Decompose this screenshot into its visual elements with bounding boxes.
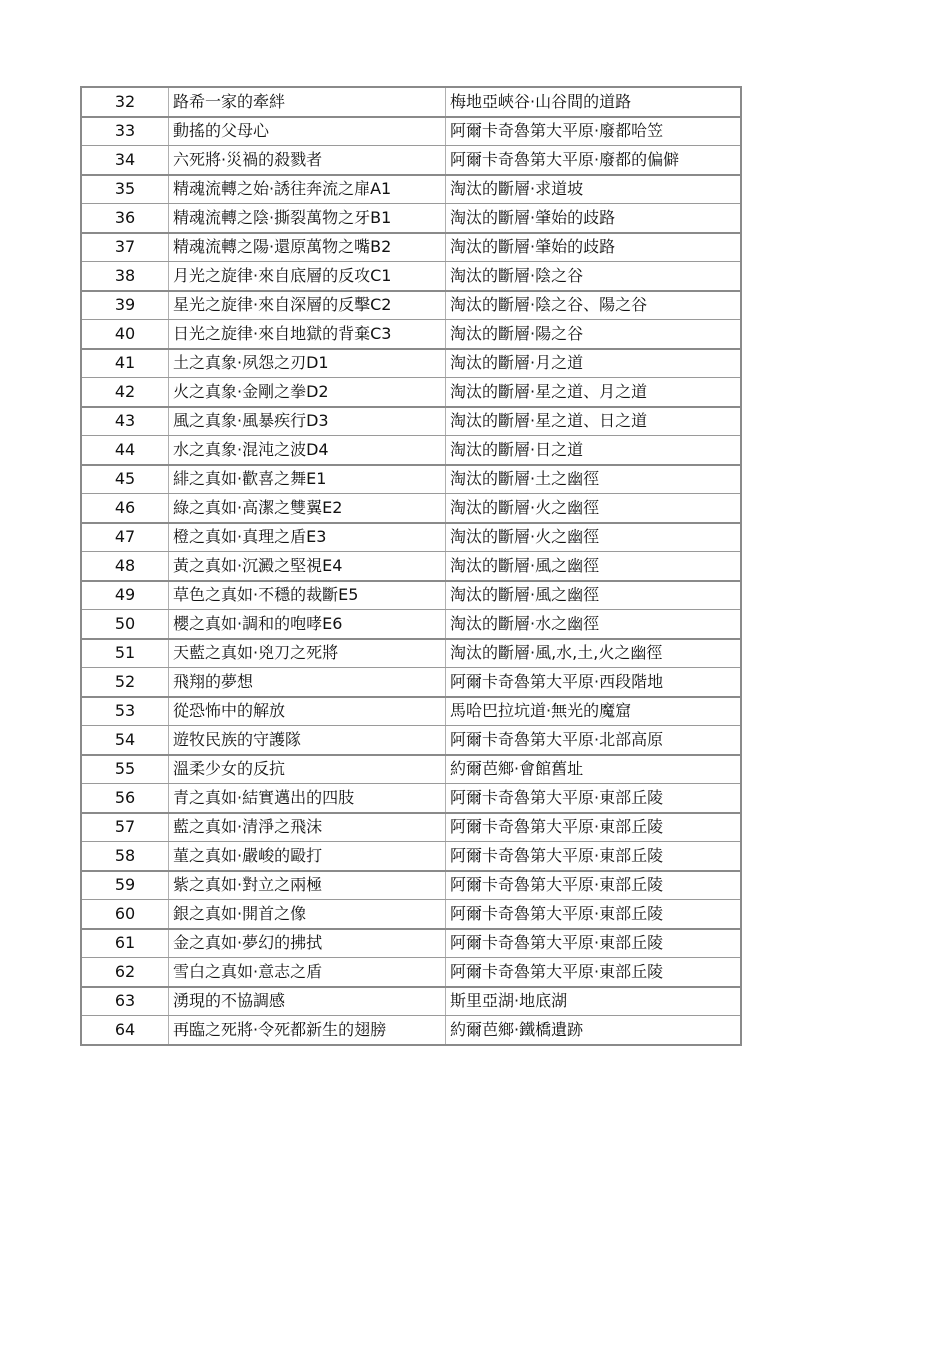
table-row xyxy=(81,958,741,987)
quest-location: 淘汰的斷層·日之道 xyxy=(446,436,742,465)
quest-location: 阿爾卡奇魯第大平原·東部丘陵 xyxy=(446,929,742,958)
table-row xyxy=(81,813,741,842)
row-number: 42 xyxy=(81,378,169,407)
row-number: 59 xyxy=(81,871,169,900)
quest-name: 櫻之真如·調和的咆哮E6 xyxy=(169,610,446,639)
quest-location: 約爾芭鄉·會館舊址 xyxy=(446,755,742,784)
quest-location: 淘汰的斷層·風之幽徑 xyxy=(446,552,742,581)
table-row xyxy=(81,726,741,755)
quest-location: 阿爾卡奇魯第大平原·東部丘陵 xyxy=(446,813,742,842)
row-number: 51 xyxy=(81,639,169,668)
table-row xyxy=(81,1016,741,1045)
table-row xyxy=(81,523,741,552)
quest-location: 淘汰的斷層·火之幽徑 xyxy=(446,494,742,523)
quest-location: 淘汰的斷層·求道坡 xyxy=(446,175,742,204)
row-number: 39 xyxy=(81,291,169,320)
table-row xyxy=(81,320,741,349)
table-row xyxy=(81,407,741,436)
quest-table-body xyxy=(81,87,741,1045)
row-number: 46 xyxy=(81,494,169,523)
table-row xyxy=(81,610,741,639)
quest-name: 星光之旋律·來自深層的反擊C2 xyxy=(169,291,446,320)
quest-location: 淘汰的斷層·陰之谷、陽之谷 xyxy=(446,291,742,320)
table-row xyxy=(81,349,741,378)
quest-name: 再臨之死將·令死都新生的翅膀 xyxy=(169,1016,446,1045)
quest-name: 紫之真如·對立之兩極 xyxy=(169,871,446,900)
table-row xyxy=(81,900,741,929)
quest-name: 六死將·災禍的殺戮者 xyxy=(169,146,446,175)
quest-name: 藍之真如·清淨之飛沫 xyxy=(169,813,446,842)
row-number: 57 xyxy=(81,813,169,842)
table-row xyxy=(81,987,741,1016)
row-number: 61 xyxy=(81,929,169,958)
table-row xyxy=(81,436,741,465)
quest-name: 雪白之真如·意志之盾 xyxy=(169,958,446,987)
quest-name: 路希一家的牽絆 xyxy=(169,87,446,117)
quest-name: 風之真象·風暴疾行D3 xyxy=(169,407,446,436)
quest-location: 淘汰的斷層·星之道、月之道 xyxy=(446,378,742,407)
quest-location: 淘汰的斷層·肇始的歧路 xyxy=(446,233,742,262)
quest-location: 阿爾卡奇魯第大平原·東部丘陵 xyxy=(446,958,742,987)
quest-location: 淘汰的斷層·陰之谷 xyxy=(446,262,742,291)
row-number: 62 xyxy=(81,958,169,987)
quest-table xyxy=(80,86,742,1046)
quest-name: 火之真象·金剛之拳D2 xyxy=(169,378,446,407)
quest-name: 從恐怖中的解放 xyxy=(169,697,446,726)
row-number: 45 xyxy=(81,465,169,494)
table-row xyxy=(81,262,741,291)
quest-location: 淘汰的斷層·星之道、日之道 xyxy=(446,407,742,436)
quest-name: 月光之旋律·來自底層的反攻C1 xyxy=(169,262,446,291)
table-row xyxy=(81,175,741,204)
row-number: 37 xyxy=(81,233,169,262)
table-row xyxy=(81,146,741,175)
quest-name: 精魂流轉之始·誘往奔流之扉A1 xyxy=(169,175,446,204)
table-row xyxy=(81,697,741,726)
row-number: 41 xyxy=(81,349,169,378)
table-row xyxy=(81,668,741,697)
quest-location: 淘汰的斷層·水之幽徑 xyxy=(446,610,742,639)
quest-name: 飛翔的夢想 xyxy=(169,668,446,697)
row-number: 50 xyxy=(81,610,169,639)
row-number: 56 xyxy=(81,784,169,813)
quest-location: 淘汰的斷層·肇始的歧路 xyxy=(446,204,742,233)
quest-name: 湧現的不協調感 xyxy=(169,987,446,1016)
quest-name: 草色之真如·不穩的裁斷E5 xyxy=(169,581,446,610)
quest-location: 阿爾卡奇魯第大平原·東部丘陵 xyxy=(446,784,742,813)
quest-location: 梅地亞峽谷·山谷間的道路 xyxy=(446,87,742,117)
table-row xyxy=(81,87,741,117)
row-number: 54 xyxy=(81,726,169,755)
quest-name: 溫柔少女的反抗 xyxy=(169,755,446,784)
table-row xyxy=(81,204,741,233)
row-number: 49 xyxy=(81,581,169,610)
quest-name: 精魂流轉之陰·撕裂萬物之牙B1 xyxy=(169,204,446,233)
row-number: 32 xyxy=(81,87,169,117)
quest-name: 緋之真如·歡喜之舞E1 xyxy=(169,465,446,494)
quest-location: 阿爾卡奇魯第大平原·東部丘陵 xyxy=(446,900,742,929)
table-row xyxy=(81,494,741,523)
quest-name: 青之真如·結實邁出的四肢 xyxy=(169,784,446,813)
table-row xyxy=(81,755,741,784)
row-number: 63 xyxy=(81,987,169,1016)
quest-location: 淘汰的斷層·火之幽徑 xyxy=(446,523,742,552)
quest-location: 淘汰的斷層·風之幽徑 xyxy=(446,581,742,610)
quest-name: 動搖的父母心 xyxy=(169,117,446,146)
quest-name: 橙之真如·真理之盾E3 xyxy=(169,523,446,552)
quest-name: 日光之旋律·來自地獄的背棄C3 xyxy=(169,320,446,349)
row-number: 58 xyxy=(81,842,169,871)
table-row xyxy=(81,842,741,871)
table-row xyxy=(81,233,741,262)
row-number: 38 xyxy=(81,262,169,291)
row-number: 34 xyxy=(81,146,169,175)
row-number: 48 xyxy=(81,552,169,581)
quest-name: 綠之真如·高潔之雙翼E2 xyxy=(169,494,446,523)
quest-location: 阿爾卡奇魯第大平原·東部丘陵 xyxy=(446,871,742,900)
quest-name: 菫之真如·嚴峻的毆打 xyxy=(169,842,446,871)
quest-name: 銀之真如·開首之像 xyxy=(169,900,446,929)
row-number: 33 xyxy=(81,117,169,146)
table-row xyxy=(81,871,741,900)
quest-location: 淘汰的斷層·風,水,土,火之幽徑 xyxy=(446,639,742,668)
table-row xyxy=(81,291,741,320)
row-number: 52 xyxy=(81,668,169,697)
quest-location: 淘汰的斷層·土之幽徑 xyxy=(446,465,742,494)
quest-location: 斯里亞湖·地底湖 xyxy=(446,987,742,1016)
quest-location: 阿爾卡奇魯第大平原·西段階地 xyxy=(446,668,742,697)
table-row xyxy=(81,117,741,146)
quest-location: 馬哈巴拉坑道·無光的魔窟 xyxy=(446,697,742,726)
row-number: 64 xyxy=(81,1016,169,1045)
quest-location: 約爾芭鄉·鐵橋遺跡 xyxy=(446,1016,742,1045)
quest-name: 金之真如·夢幻的拂拭 xyxy=(169,929,446,958)
row-number: 43 xyxy=(81,407,169,436)
table-row xyxy=(81,784,741,813)
quest-name: 土之真象·夙怨之刃D1 xyxy=(169,349,446,378)
row-number: 36 xyxy=(81,204,169,233)
quest-name: 水之真象·混沌之波D4 xyxy=(169,436,446,465)
row-number: 40 xyxy=(81,320,169,349)
table-row xyxy=(81,929,741,958)
table-row xyxy=(81,552,741,581)
quest-name: 精魂流轉之陽·還原萬物之嘴B2 xyxy=(169,233,446,262)
row-number: 55 xyxy=(81,755,169,784)
row-number: 47 xyxy=(81,523,169,552)
quest-location: 阿爾卡奇魯第大平原·廢都哈笠 xyxy=(446,117,742,146)
row-number: 44 xyxy=(81,436,169,465)
table-row xyxy=(81,639,741,668)
quest-location: 阿爾卡奇魯第大平原·北部高原 xyxy=(446,726,742,755)
row-number: 53 xyxy=(81,697,169,726)
quest-name: 黃之真如·沉澱之堅視E4 xyxy=(169,552,446,581)
table-row xyxy=(81,581,741,610)
table-row xyxy=(81,378,741,407)
quest-location: 阿爾卡奇魯第大平原·廢都的偏僻 xyxy=(446,146,742,175)
row-number: 60 xyxy=(81,900,169,929)
quest-name: 天藍之真如·兇刀之死將 xyxy=(169,639,446,668)
quest-location: 阿爾卡奇魯第大平原·東部丘陵 xyxy=(446,842,742,871)
quest-name: 遊牧民族的守護隊 xyxy=(169,726,446,755)
row-number: 35 xyxy=(81,175,169,204)
table-row xyxy=(81,465,741,494)
quest-location: 淘汰的斷層·陽之谷 xyxy=(446,320,742,349)
quest-location: 淘汰的斷層·月之道 xyxy=(446,349,742,378)
